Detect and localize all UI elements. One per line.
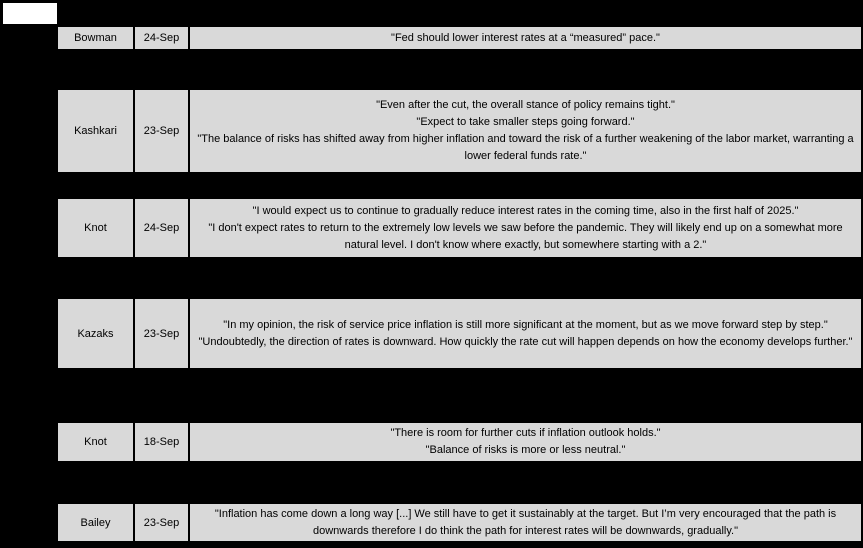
quote-line: "Even after the cut, the overall stance of policy remains tight." [376,99,675,111]
quote-line: "Inflation has come down a long way [...] We still have to get it sustainably at the target. But I’m very encouraged that the path is downwards therefore I do think the path for interest rates will be downwards, gradually." [214,507,837,537]
speaker-name-cell[interactable]: Kashkari [57,89,134,173]
table-row [57,198,862,258]
speech-date-cell[interactable]: 23-Sep [134,503,189,542]
quote-line: "Balance of risks is more or less neutral." [425,444,626,456]
quote-line: "Fed should lower interest rates at a “measured” pace." [391,31,660,44]
speech-date-cell[interactable]: 23-Sep [134,89,189,173]
speech-date-cell[interactable]: 18-Sep [134,422,189,462]
table-row [57,89,862,173]
quote-line: "The balance of risks has shifted away from higher inflation and toward the risk of a further weakening of the labor market, warranting a lower federal funds rate." [197,133,854,162]
table-row [57,26,862,50]
speaker-table [57,26,862,542]
speech-date-cell[interactable]: 24-Sep [134,26,189,50]
table-row [57,422,862,462]
quote-line: "I would expect us to continue to gradually reduce interest rates in the coming time, also in the first half of 2025." [252,204,799,217]
speaker-name-cell[interactable]: Knot [57,198,134,258]
speaker-name-cell[interactable]: Kazaks [57,298,134,369]
table-row [57,503,862,542]
table-row [57,298,862,369]
speaker-name-cell[interactable]: Bailey [57,503,134,542]
speaker-name-cell[interactable]: Knot [57,422,134,462]
quote-cell[interactable] [189,298,862,369]
quote-line: "I don't expect rates to return to the extremely low levels we saw before the pandemic. They will likely end up on a somewhat more natural level. I don't know where exactly, but somewhere starting with a 2." [208,221,843,251]
quote-line: "There is room for further cuts if inflation outlook holds." [390,427,661,439]
speech-date-cell[interactable]: 23-Sep [134,298,189,369]
speech-date-cell[interactable]: 24-Sep [134,198,189,258]
quote-line: "Undoubtedly, the direction of rates is downward. How quickly the rate cut will happen depends on how the economy develops further." [198,335,853,348]
quote-line: "In my opinion, the risk of service price inflation is still more significant at the moment, but as we move forward step by step." [223,318,828,331]
corner-cell[interactable] [3,3,57,24]
speaker-name-cell[interactable]: Bowman [57,26,134,50]
quote-line: "Expect to take smaller steps going forward." [416,116,635,128]
quote-cell[interactable] [189,89,862,173]
quote-cell[interactable] [189,422,862,462]
quote-cell[interactable] [189,503,862,542]
quote-cell[interactable] [189,198,862,258]
quote-cell[interactable] [189,26,862,50]
